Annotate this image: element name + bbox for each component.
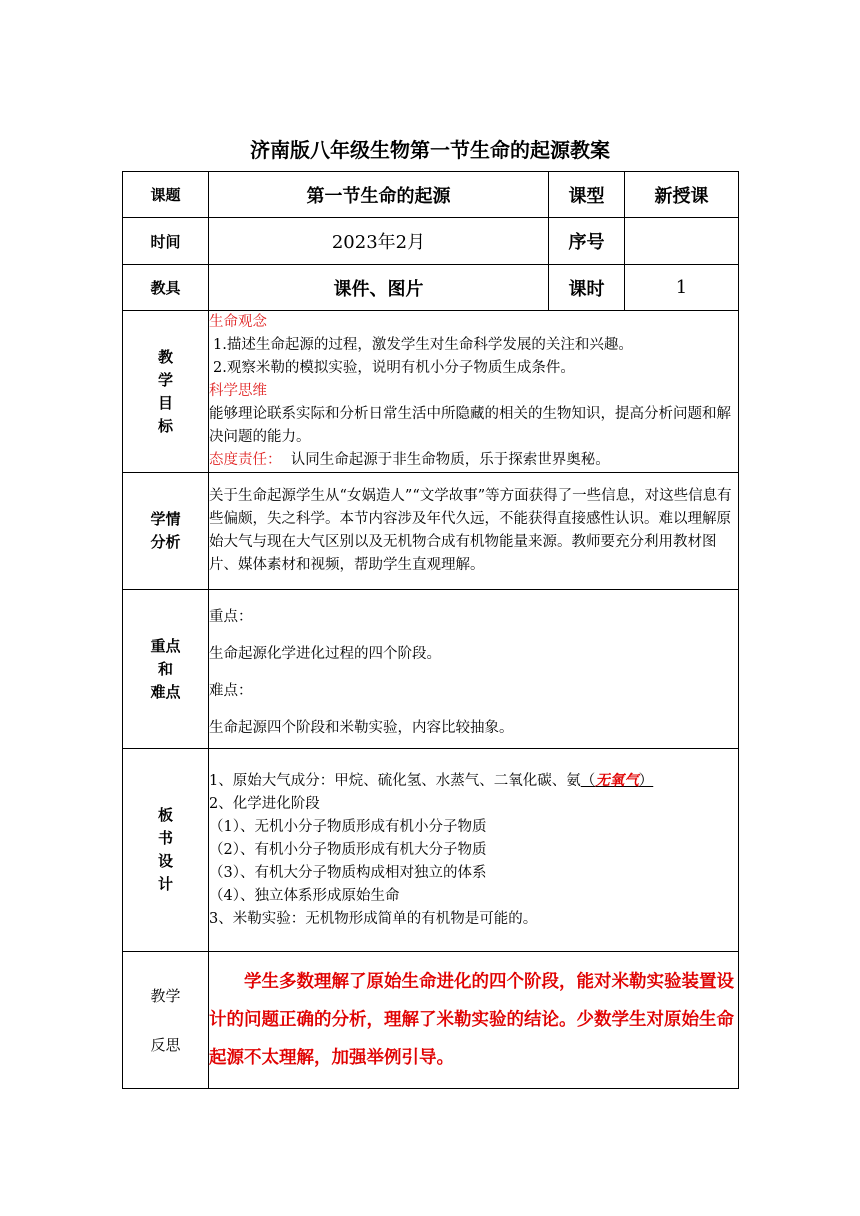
board-line-1: 1、原始大气成分：甲烷、硫化氢、水蒸气、二氧化碳、氨（无氧气）	[209, 772, 654, 789]
hours-label: 课时	[549, 265, 625, 311]
type-value: 新授课	[625, 172, 739, 218]
tools-label: 教具	[123, 265, 209, 311]
board-highlight: 无氧气	[595, 772, 639, 789]
board-line-5: （3）、有机大分子物质构成相对独立的体系	[209, 865, 487, 881]
topic-label: 课题	[123, 172, 209, 218]
keypoints-label: 重点 和 难点	[123, 590, 209, 749]
hours-value: 1	[625, 265, 739, 311]
difficulty-text: 生命起源四个阶段和米勒实验，内容比较抽象。	[209, 720, 514, 736]
row-reflection	[123, 952, 739, 1089]
board-line-2: 2、化学进化阶段	[209, 796, 320, 812]
reflection-text: 学生多数理解了原始生命进化的四个阶段，能对米勒实验装置设计的问题正确的分析，理解了米勒实验的结论。少数学生对原始生命起源不太理解，加强举例引导。	[209, 972, 734, 1068]
goals-item-2: 2.观察米勒的模拟实验，说明有机小分子物质生成条件。	[213, 360, 575, 376]
analysis-label: 学情 分析	[123, 473, 209, 590]
goals-thinking-text: 能够理论联系实际和分析日常生活中所隐藏的相关的生物知识，提高分析问题和解决问题的能力。	[209, 406, 731, 445]
time-value: 2023年2月	[209, 218, 549, 265]
goals-item-1: 1.描述生命起源的过程，激发学生对生命科学发展的关注和兴趣。	[213, 337, 633, 353]
key-text: 生命起源化学进化过程的四个阶段。	[209, 646, 441, 662]
board-label: 板 书 设 计	[123, 749, 209, 952]
goals-attitude-text: 认同生命起源于非生命物质，乐于探索世界奥秘。	[281, 452, 610, 468]
goals-heading-attitude: 态度责任：	[209, 452, 282, 468]
goals-heading-scientific-thinking: 科学思维	[209, 383, 267, 399]
board-line-3: （1）、无机小分子物质形成有机小分子物质	[209, 819, 487, 835]
reflection-label: 教学 反思	[123, 952, 209, 1089]
reflection-content	[209, 952, 739, 1089]
difficulty-label: 难点：	[209, 683, 253, 699]
board-line-4: （2）、有机小分子物质形成有机大分子物质	[209, 842, 487, 858]
row-board	[123, 749, 739, 952]
row-topic	[123, 172, 739, 218]
goals-content	[209, 311, 739, 473]
goals-heading-life-concept: 生命观念	[209, 314, 267, 330]
row-analysis	[123, 473, 739, 590]
board-line-6: （4）、独立体系形成原始生命	[209, 888, 400, 904]
document-title: 济南版八年级生物第一节生命的起源教案	[250, 138, 610, 162]
keypoints-content	[209, 590, 739, 749]
topic-value: 第一节生命的起源	[209, 172, 549, 218]
order-value	[625, 218, 739, 265]
key-label: 重点：	[209, 609, 253, 625]
row-tools	[123, 265, 739, 311]
goals-attitude-line	[209, 449, 738, 472]
lesson-plan-table	[122, 171, 739, 1089]
board-highlight-wrapper: （无氧气）	[580, 772, 654, 789]
order-label: 序号	[549, 218, 625, 265]
tools-value: 课件、图片	[209, 265, 549, 311]
goals-label: 教 学 目 标	[123, 311, 209, 473]
row-time	[123, 218, 739, 265]
analysis-content	[209, 473, 739, 590]
board-line-7: 3、米勒实验：无机物形成简单的有机物是可能的。	[209, 911, 538, 927]
row-keypoints	[123, 590, 739, 749]
analysis-text: 关于生命起源学生从“女娲造人”“文学故事”等方面获得了一些信息，对这些信息有些偏颇，失之科学。本节内容涉及年代久远，不能获得直接感性认识。难以理解原始大气与现在大气区别以及无机物合成有机物能量来源。教师要充分利用教材图片、媒体素材和视频，帮助学生直观理解。	[209, 488, 732, 573]
row-goals	[123, 311, 739, 473]
type-label: 课型	[549, 172, 625, 218]
board-content	[209, 749, 739, 952]
time-label: 时间	[123, 218, 209, 265]
